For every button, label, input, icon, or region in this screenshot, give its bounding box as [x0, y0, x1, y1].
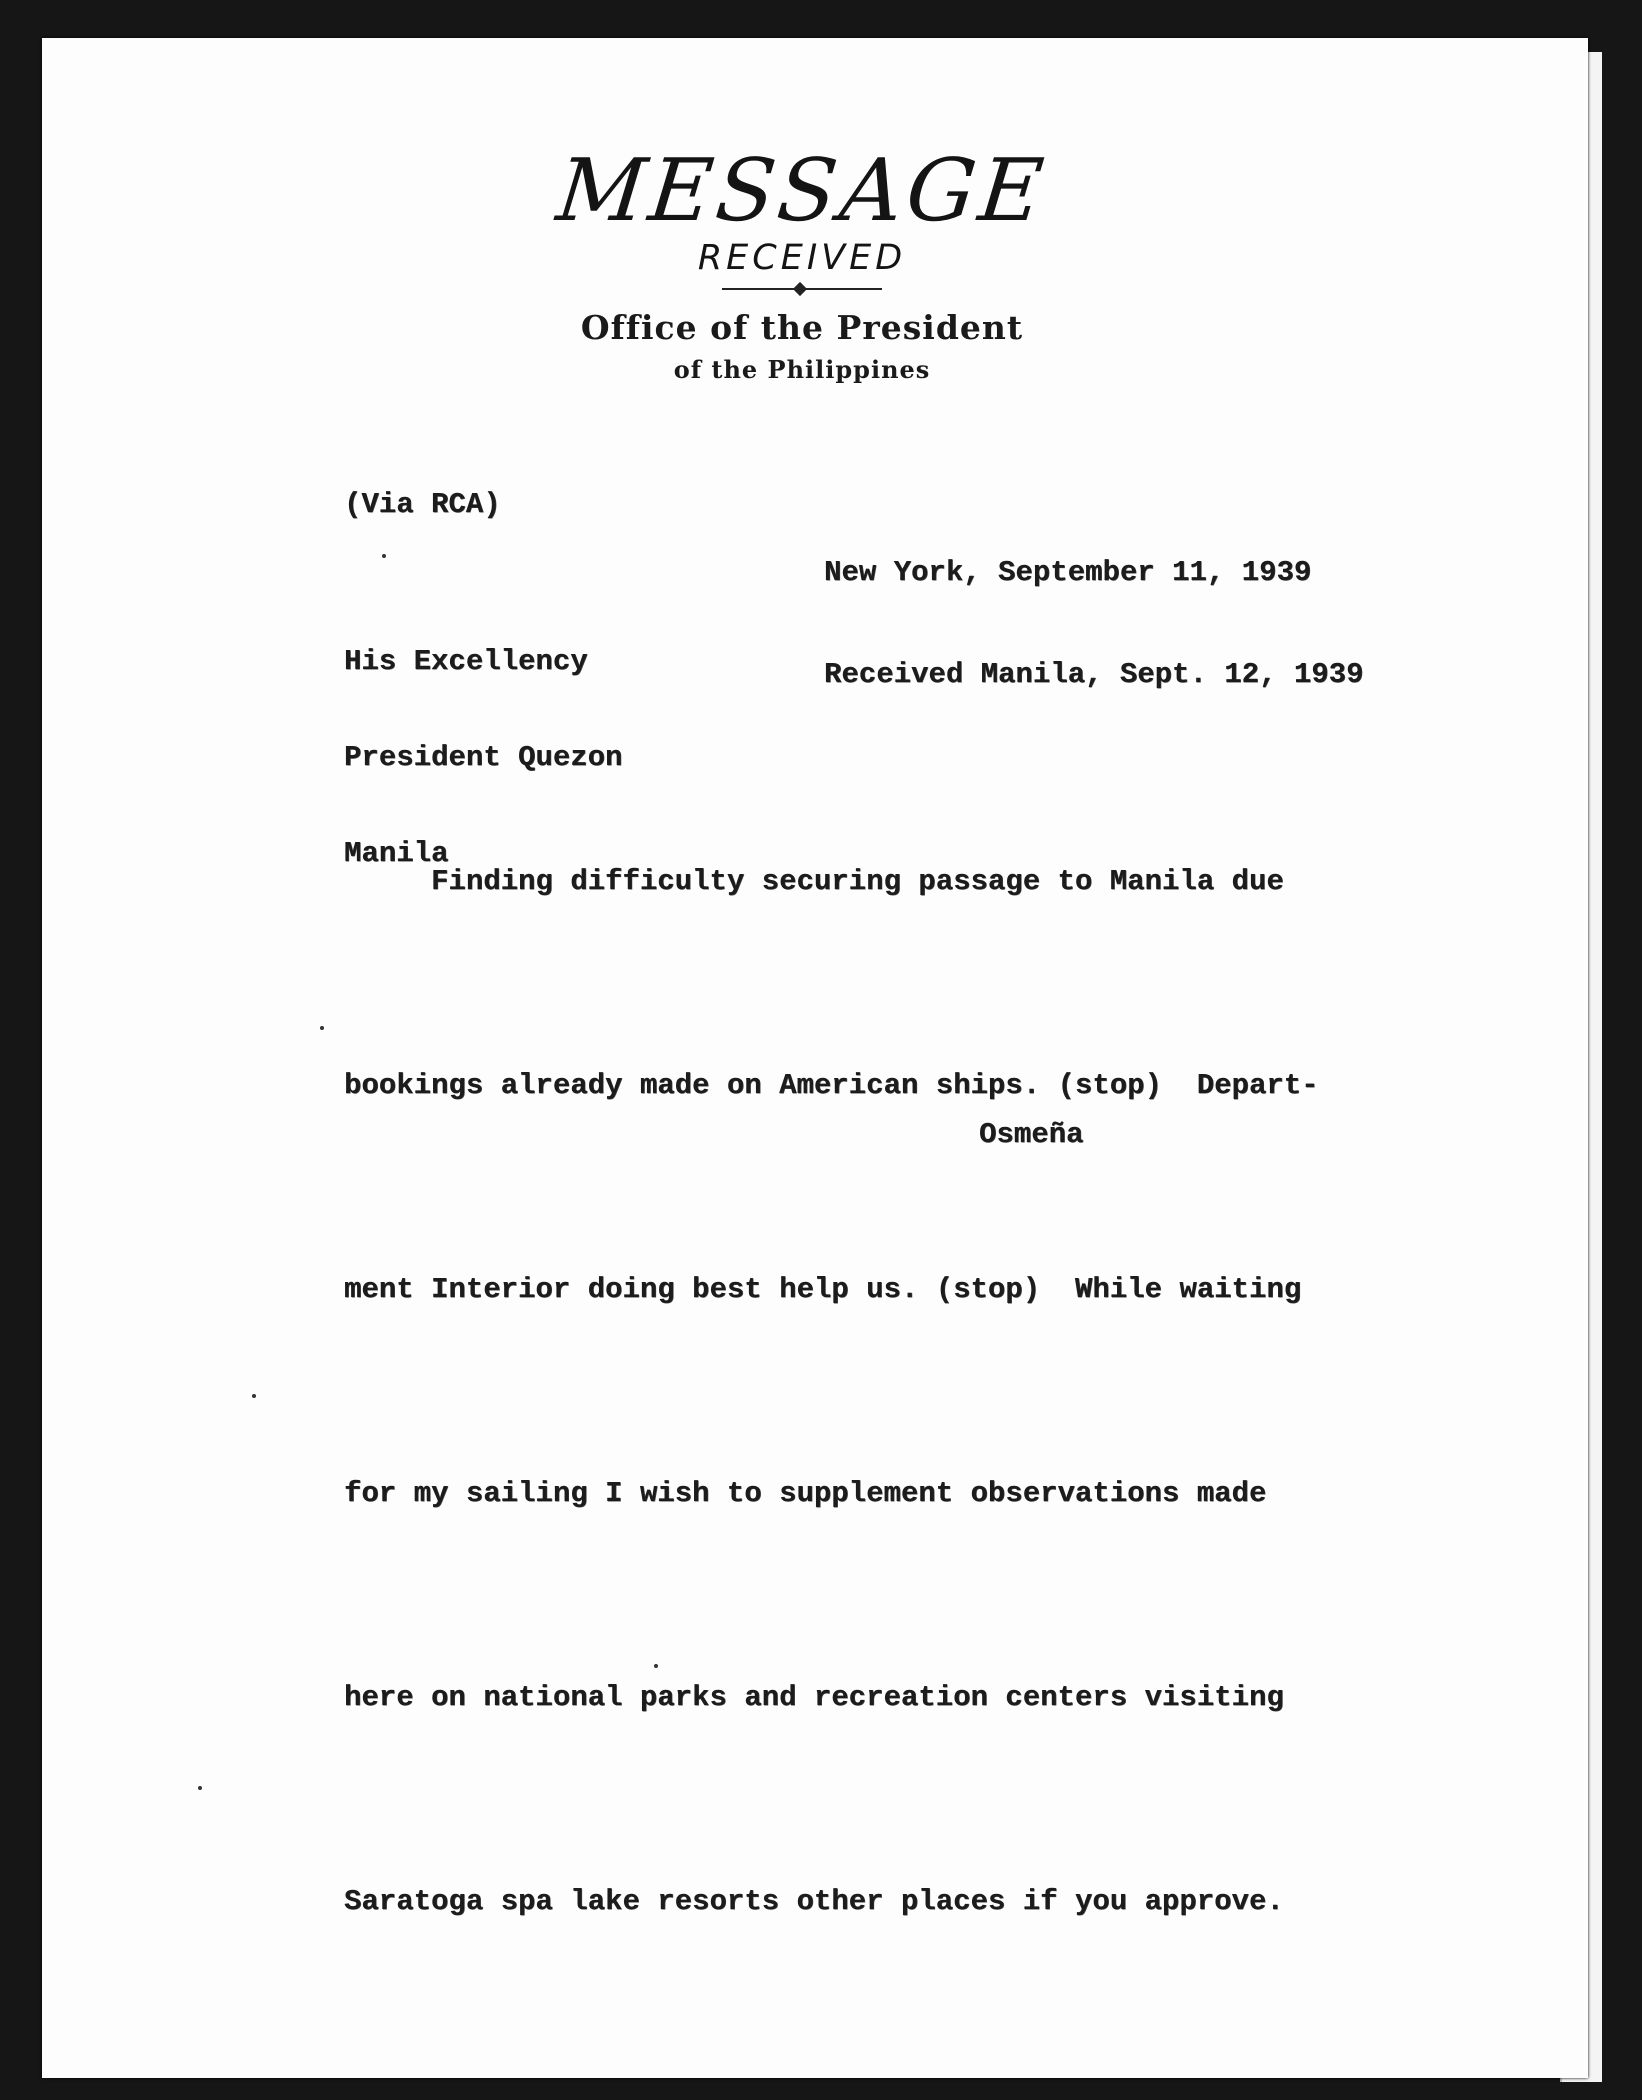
body-line: for my sailing I wish to supplement observations made [344, 1477, 1267, 1510]
paper-speck [198, 1786, 202, 1790]
paper-speck [382, 554, 386, 558]
addressee-line: His Excellency [344, 645, 588, 678]
origin-date: New York, September 11, 1939 [824, 556, 1312, 589]
signature: Osmeña [979, 1118, 1084, 1151]
transmission-route: (Via RCA) [344, 488, 501, 521]
letterhead-office: Office of the President [580, 308, 1024, 347]
letterhead-country: of the Philippines [673, 355, 931, 384]
paper-speck [252, 1394, 256, 1398]
letterhead-title: MESSAGE [552, 141, 1052, 241]
paper-speck [320, 1026, 324, 1030]
addressee-line: President Quezon [344, 741, 623, 774]
body-line: here on national parks and recreation centers visiting [344, 1681, 1284, 1714]
message-body [344, 712, 1319, 2072]
addressee-line: Manila [344, 837, 449, 870]
telegram-page [42, 38, 1588, 2078]
body-line: ment Interior doing best help us. (stop) While waiting [344, 1273, 1302, 1306]
received-date: Received Manila, Sept. 12, 1939 [824, 658, 1364, 691]
body-line: Saratoga spa lake resorts other places if you approve. [344, 1885, 1284, 1918]
body-line: Finding difficulty securing passage to Manila due [344, 865, 1284, 898]
letterhead-subtitle: RECEIVED [697, 238, 907, 278]
body-line: bookings already made on American ships. (stop) Depart- [344, 1069, 1319, 1102]
ornamental-divider [722, 284, 882, 294]
paper-speck [654, 1664, 658, 1668]
letterhead [482, 141, 1122, 384]
